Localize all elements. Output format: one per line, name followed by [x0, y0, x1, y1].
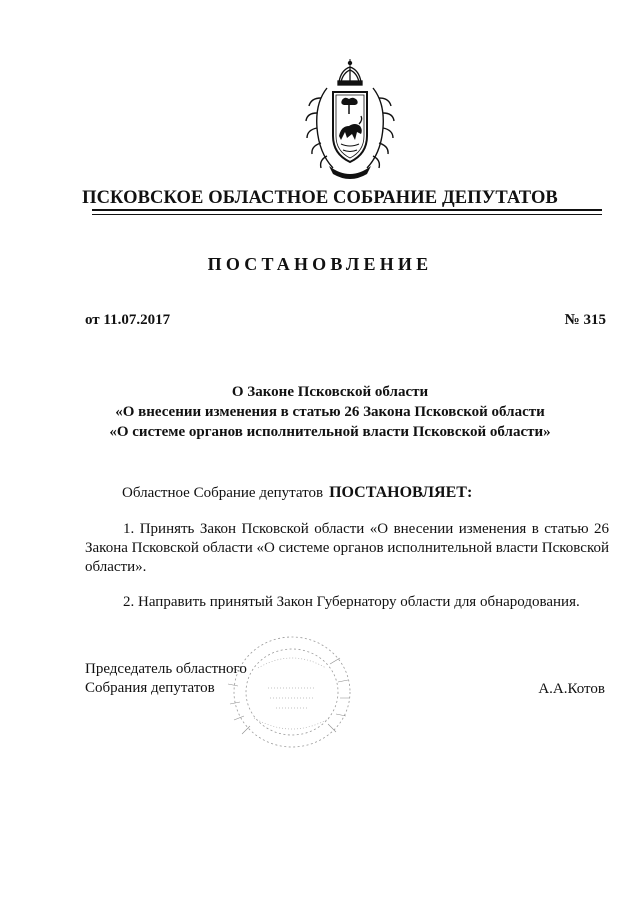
- resolution-intro: [122, 484, 472, 502]
- header-rule-thin: [92, 214, 602, 215]
- title-line-3: «О системе органов исполнительной власти Псковской области»: [109, 424, 551, 440]
- signer-position-line-1: Председатель областного: [85, 661, 247, 677]
- resolves-keyword: ПОСТАНОВЛЯЕТ:: [329, 484, 473, 501]
- header-rule-thick: [92, 209, 602, 211]
- document-number: № 315: [564, 312, 606, 328]
- resolution-item-1: 1. Принять Закон Псковской области «О внесении изменения в статью 26 Закона Псковской области «О системе органов исполнительной власти Псковской области».: [85, 521, 609, 575]
- coat-of-arms-icon: [297, 58, 403, 182]
- title-line-2: «О внесении изменения в статью 26 Закона Псковской области: [115, 404, 545, 420]
- signer-position: [85, 660, 247, 698]
- signer-position-line-2: Собрания депутатов: [85, 680, 215, 696]
- document-title: [40, 382, 620, 442]
- title-line-1: О Законе Псковской области: [231, 384, 429, 400]
- organization-name: ПСКОВСКОЕ ОБЛАСТНОЕ СОБРАНИЕ ДЕПУТАТОВ: [82, 188, 558, 208]
- signer-name: А.А.Котов: [538, 681, 605, 697]
- resolution-item-2: 2. Направить принятый Закон Губернатору области для обнародования.: [123, 594, 580, 610]
- intro-text: Областное Собрание депутатов: [122, 485, 324, 501]
- document-date: от 11.07.2017: [85, 312, 171, 328]
- document-type: ПОСТАНОВЛЕНИЕ: [207, 254, 433, 274]
